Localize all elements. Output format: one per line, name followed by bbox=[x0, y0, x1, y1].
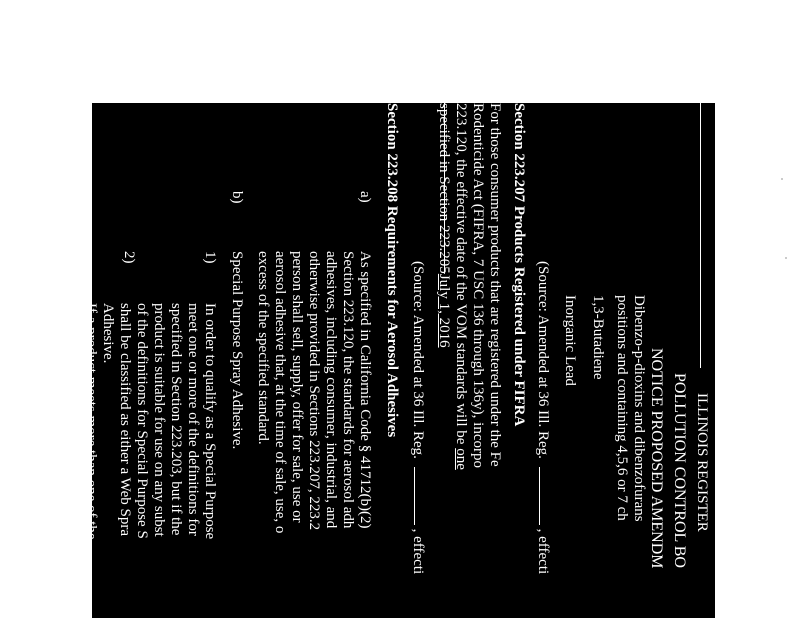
deleted-text: specified in Section 223.205 bbox=[436, 103, 452, 274]
body-line: If a product meets more than one of the bbox=[83, 303, 99, 540]
rotated-page-content bbox=[83, 103, 715, 618]
section-207-heading: Section 223.207 Products Registered under FIFRA bbox=[511, 103, 527, 427]
list-item: 1,3-Butadiene bbox=[590, 295, 606, 380]
body-line: adhesives, including consumer, industrial, and bbox=[323, 251, 339, 529]
body-line: Adhesive. bbox=[100, 303, 116, 364]
body-line: otherwise provided in Sections 223.207, 223.2 bbox=[306, 251, 322, 531]
board-title: POLLUTION CONTROL BO bbox=[671, 373, 688, 568]
item-label-a: a) bbox=[357, 191, 373, 203]
list-item: Dibenzo-p-dioxins and dibenzofurans bbox=[631, 295, 647, 522]
journal-title: ILLINOIS REGISTER bbox=[694, 393, 710, 532]
source-note-1: (Source: Amended at 36 Ill. Reg. , effecti bbox=[535, 261, 551, 575]
body-line bbox=[435, 103, 452, 348]
body-line: excess of the specified standard. bbox=[255, 251, 271, 445]
body-line: 223.120, the effective date of the VOM standards will be one bbox=[453, 103, 469, 470]
date-blank bbox=[539, 467, 540, 525]
body-line: Special Purpose Spray Adhesive. bbox=[229, 251, 245, 450]
body-line: person shall sell, supply, offer for sale, use or bbox=[289, 251, 305, 523]
item-label-b1: 1) bbox=[202, 251, 218, 264]
body-line: meet one or more of the definitions for bbox=[185, 303, 201, 536]
header-rule bbox=[700, 103, 701, 368]
body-line: For those consumer products that are registered under the Fe bbox=[487, 103, 503, 467]
item-label-b: b) bbox=[229, 191, 245, 204]
inserted-text: one bbox=[453, 448, 469, 470]
section-208-heading: Section 223.208 Requirements for Aerosol Adhesives bbox=[384, 103, 400, 438]
body-line: specified in Section 223.203, but if the bbox=[168, 303, 184, 536]
date-blank bbox=[414, 467, 415, 525]
body-line: product is suitable for use on any subst bbox=[151, 303, 167, 537]
body-line: aerosol adhesive that, at the time of sale, use, o bbox=[272, 251, 288, 534]
body-line: Rodenticide Act (FIFRA, 7 USC 136 through 136y), incorpo bbox=[470, 103, 486, 468]
body-line: Section 223.120, the standards for aerosol adh bbox=[340, 251, 356, 529]
list-item: positions and containing 4,5,6 or 7 ch bbox=[614, 295, 630, 521]
scan-speck bbox=[785, 257, 787, 259]
notice-title: NOTICE PROPOSED AMENDM bbox=[648, 348, 665, 569]
body-line: of the definitions for Special Purpose S bbox=[134, 303, 150, 539]
scanned-page bbox=[83, 103, 715, 618]
source-note-2: (Source: Amended at 36 Ill. Reg. , effecti bbox=[410, 261, 426, 575]
body-line: shall be classified as either a Web Spra bbox=[117, 303, 133, 537]
scan-speck bbox=[781, 178, 783, 180]
body-line: In order to qualify as a Special Purpose bbox=[202, 303, 218, 540]
item-label-b2: 2) bbox=[121, 251, 137, 264]
inserted-text: July 1, 2016 bbox=[436, 273, 452, 348]
list-item: Inorganic Lead bbox=[562, 295, 578, 386]
body-line: As specified in California Code § 41712(b)(2) bbox=[357, 251, 373, 529]
